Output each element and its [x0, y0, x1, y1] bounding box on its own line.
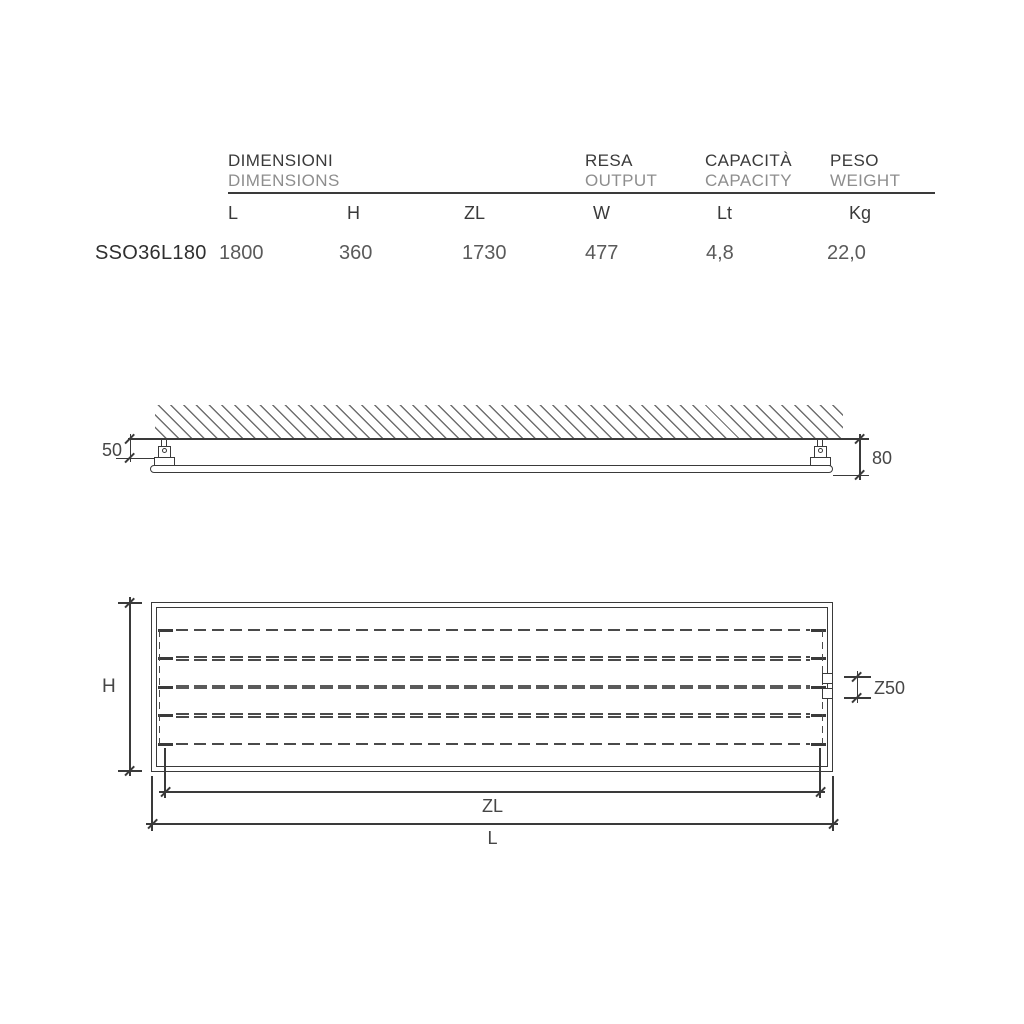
dim-z50-label: Z50 [874, 678, 906, 698]
table-header-rule [228, 192, 935, 194]
value-kilograms: 22,0 [827, 242, 866, 264]
dim-l-line [146, 823, 838, 825]
tube-end-right [811, 629, 826, 632]
table-group-weight [830, 151, 900, 190]
group-label-primary: PESO [830, 151, 879, 170]
dim-50-label: 50 [101, 440, 122, 460]
dim-50-extension [116, 458, 157, 460]
value-watts: 477 [585, 242, 619, 264]
connection-top [822, 673, 833, 684]
manifold-line-left [159, 630, 161, 744]
dim-h-line [129, 597, 131, 776]
radiator-panel-profile [150, 465, 833, 473]
unit-header-Lt: Lt [717, 203, 733, 223]
tube-dashed-line [176, 629, 810, 631]
value-length: 1800 [219, 242, 264, 264]
dim-80-extension-bottom [833, 475, 869, 477]
dim-zl-label: ZL [481, 796, 503, 816]
value-zl: 1730 [462, 242, 507, 264]
wall-hatching [155, 405, 843, 439]
unit-header-W: W [593, 203, 610, 223]
unit-header-ZL: ZL [464, 203, 486, 223]
group-label-secondary: OUTPUT [585, 171, 658, 190]
tube-end-right [811, 714, 826, 717]
group-label-primary: CAPACITÀ [705, 151, 792, 170]
tube-dashed-line [176, 685, 810, 689]
bracket-screw-head [818, 448, 823, 453]
group-label-secondary: CAPACITY [705, 171, 792, 190]
unit-header-L: L [228, 203, 239, 223]
model-code: SSO36L180 [95, 242, 207, 264]
wall-surface-line [128, 438, 843, 440]
dim-h-label: H [102, 676, 116, 697]
tube-dashed-line [176, 713, 810, 718]
dim-l-label: L [487, 828, 498, 848]
group-label-primary: RESA [585, 151, 633, 170]
group-label-primary: DIMENSIONI [228, 151, 334, 170]
unit-header-H: H [347, 203, 360, 223]
unit-header-Kg: Kg [849, 203, 872, 223]
manifold-line-right [822, 630, 824, 744]
table-group-output [585, 151, 657, 190]
connection-bottom [822, 688, 833, 699]
group-label-secondary: DIMENSIONS [228, 171, 340, 190]
table-group-dimensions [228, 151, 340, 190]
group-label-secondary: WEIGHT [830, 171, 901, 190]
value-litres: 4,8 [706, 242, 734, 264]
dim-zl-line [159, 791, 825, 793]
table-group-capacity [705, 151, 792, 190]
value-height: 360 [339, 242, 373, 264]
tube-dashed-line [176, 743, 810, 745]
bracket-screw-head [162, 448, 167, 453]
tube-end-right [811, 743, 826, 746]
tube-dashed-line [176, 656, 810, 661]
tube-end-right [811, 657, 826, 660]
dim-80-label: 80 [872, 448, 893, 468]
